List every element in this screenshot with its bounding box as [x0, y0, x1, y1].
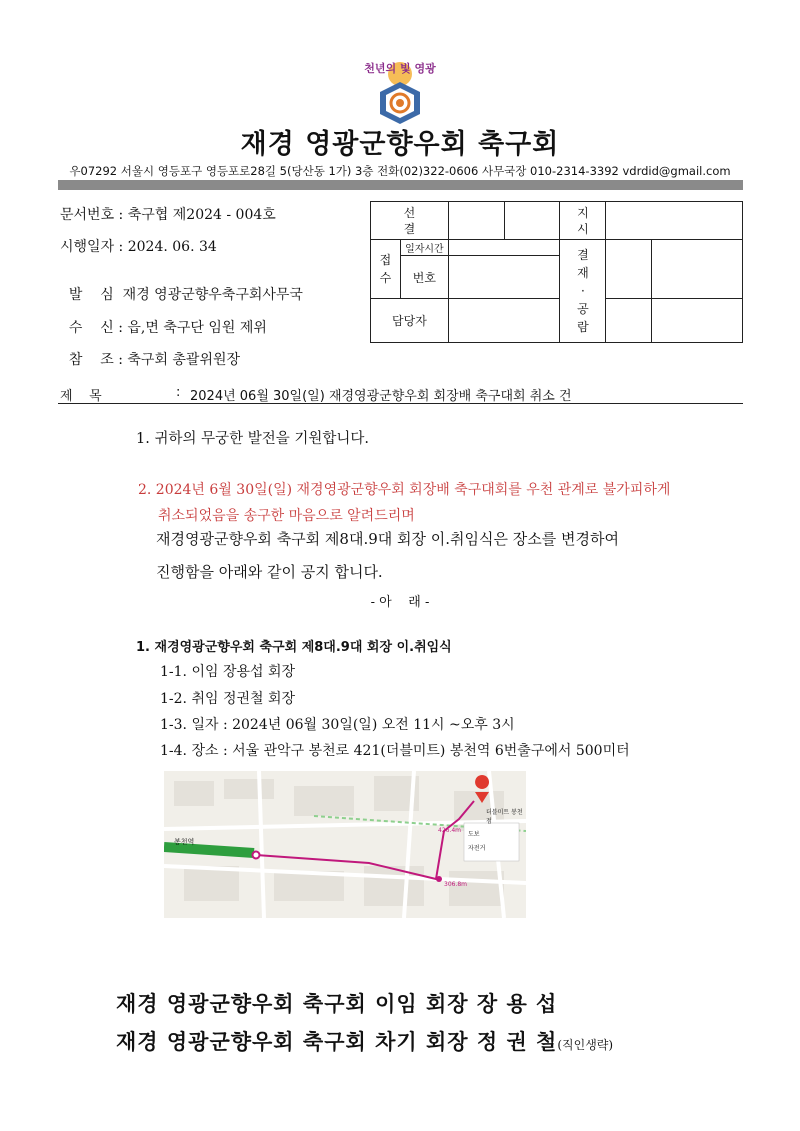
- seal-omitted-note: (직인생략): [557, 1038, 614, 1052]
- meta-recipient: [60, 301, 267, 337]
- meta-value: 2024. 06. 34: [127, 239, 217, 255]
- item-1: 1. 재경영광군향우회 축구회 제8대.9대 회장 이.취임식: [136, 640, 452, 655]
- meta-date: [60, 236, 217, 256]
- item-1-3: 1-3. 일자 : 2024년 06월 30일(일) 오전 11시 ~오후 3시: [160, 717, 515, 733]
- meta-label: 문서번호: [60, 207, 115, 223]
- approval-text: 람: [577, 320, 589, 335]
- meta-sep: :: [114, 239, 128, 255]
- approval-text: 시: [577, 221, 589, 236]
- item-1-1: 1-1. 이임 장용섭 회장: [160, 664, 296, 680]
- approval-cell: [652, 240, 743, 298]
- paragraph-1: 1. 귀하의 무궁한 발전을 기원합니다.: [136, 431, 369, 447]
- approval-officer: 담당자: [371, 298, 449, 342]
- logo-text: 천년의 빛 영광: [364, 62, 436, 75]
- subject-text: 2024년 06월 30일(일) 재경영광군향우회 회장배 축구대회 취소 건: [190, 389, 572, 404]
- approval-cell: [652, 298, 743, 342]
- approval-seon-gyeol: [371, 202, 449, 240]
- approval-text: 공: [577, 302, 589, 317]
- approval-datetime: 일자시간: [400, 240, 448, 256]
- signature-text-2: 재경 영광군향우회 축구회 차기 회장 정 권 철: [116, 1029, 558, 1054]
- meta-label: 수 신: [68, 320, 114, 336]
- approval-ji-si: [560, 202, 606, 240]
- meta-doc-number: [60, 204, 276, 224]
- station-label: 봉천역: [174, 838, 195, 846]
- approval-text: ·: [581, 284, 585, 299]
- map-legend-bike: 자전거: [468, 845, 486, 852]
- destination-label: 더블미트 봉천점: [486, 809, 523, 825]
- approval-gyeoljae: [560, 240, 606, 343]
- meta-label: 참 조: [68, 352, 114, 368]
- approval-cell: [448, 256, 560, 298]
- paragraph-3-line1: 재경영광군향우회 축구회 제8대.9대 회장 이.취임식은 장소를 변경하여: [156, 530, 619, 548]
- paragraph-2-line1: 2. 2024년 6월 30일(일) 재경영광군향우회 회장배 축구대회를 우천 관계로 불가피하게: [138, 482, 671, 498]
- approval-cell: [448, 298, 560, 342]
- document-title: 재경 영광군향우회 축구회: [240, 129, 560, 160]
- meta-label: 시행일자: [60, 239, 115, 255]
- address-line: 우07292 서울시 영등포구 영등포로28길 5(당산동 1가) 3층 전화(02)322-0606 사무국장 010-2314-3392 vdrdid@gmail.com: [69, 164, 731, 178]
- signature-line-1: 재경 영광군향우회 축구회 이임 회장 장 용 섭: [116, 991, 558, 1016]
- meta-sender: [60, 268, 303, 304]
- approval-text: 선: [403, 205, 416, 220]
- approval-text: 지: [577, 205, 589, 220]
- subject-label: 제 목: [60, 389, 102, 404]
- approval-text: 접: [379, 252, 392, 267]
- item-1-4: 1-4. 장소 : 서울 관악구 봉천로 421(더블미트) 봉천역 6번출구에서 500미터: [160, 743, 630, 759]
- meta-value: 축구회 총괄위원장: [127, 352, 241, 368]
- approval-text: 재: [577, 266, 589, 281]
- organization-logo: [365, 52, 435, 124]
- meta-value: 읍,면 축구단 임원 제위: [127, 320, 267, 336]
- subway-line: [164, 847, 254, 853]
- approval-text: 수: [379, 270, 392, 285]
- meta-reference: [60, 333, 240, 369]
- meta-value: 재경 영광군향우축구회사무국: [122, 287, 303, 303]
- approval-cell: [504, 202, 560, 240]
- meta-label: 발 심: [68, 287, 114, 303]
- subject-line: [58, 384, 743, 404]
- approval-jeopsu: [371, 240, 401, 298]
- item-1-2: 1-2. 취임 정권철 회장: [160, 691, 296, 707]
- paragraph-2-line2: 취소되었음을 송구한 마음으로 알려드리며: [158, 508, 415, 524]
- signature-line-2: [116, 1026, 613, 1056]
- below-heading: - 아 래 -: [370, 595, 430, 610]
- header-divider: [58, 180, 743, 190]
- approval-cell: [606, 202, 743, 240]
- subject-sep: :: [176, 385, 181, 400]
- meta-value: 축구협 제2024 - 004호: [127, 207, 276, 223]
- meta-sep: :: [113, 352, 128, 368]
- approval-table: [370, 201, 743, 343]
- approval-text: 결: [403, 221, 416, 236]
- approval-cell: [606, 240, 652, 298]
- location-map: [164, 771, 526, 918]
- meta-sep: :: [113, 320, 128, 336]
- meta-sep: :: [114, 207, 128, 223]
- approval-cell: [606, 298, 652, 342]
- approval-text: 결: [577, 248, 589, 263]
- approval-cell: [448, 202, 504, 240]
- distance-label-1: 426.4m: [438, 827, 462, 834]
- distance-label-2: 306.8m: [444, 881, 468, 888]
- paragraph-3-line2: 진행함을 아래와 같이 공지 합니다.: [156, 563, 383, 581]
- approval-cell: [448, 240, 560, 256]
- map-legend-walk: 도보: [468, 831, 480, 838]
- approval-number: 번호: [400, 256, 448, 298]
